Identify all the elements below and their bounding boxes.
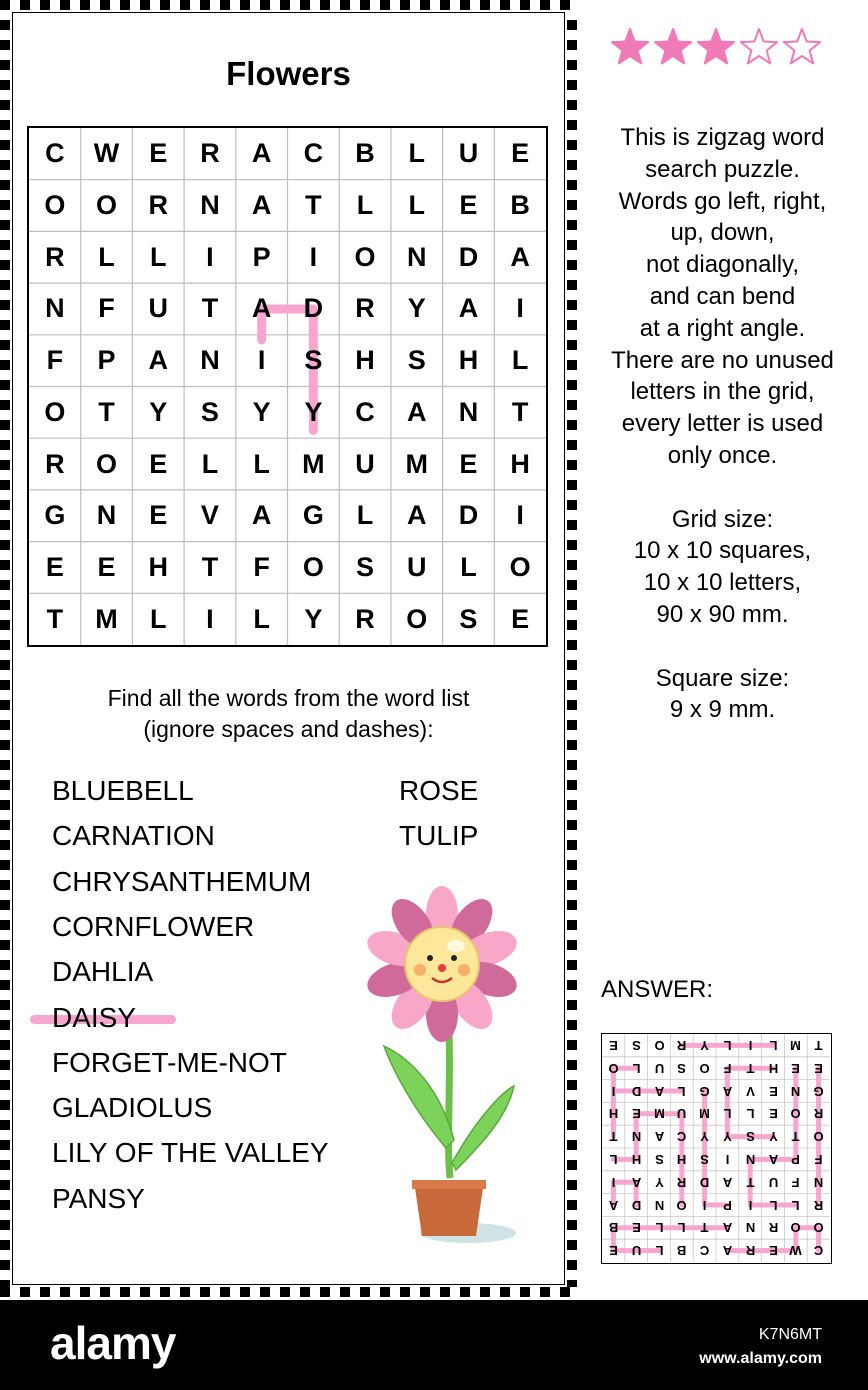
answer-grid-cell: H (677, 1152, 687, 1167)
grid-cell: L (149, 603, 167, 634)
grid-cell: S (304, 345, 323, 376)
grid-cell: M (302, 448, 325, 479)
grid-cell: L (408, 190, 425, 221)
word-list-item: PANSY (52, 1182, 145, 1214)
grid-cell: R (355, 603, 375, 634)
rules-line: 10 x 10 squares, (633, 537, 812, 565)
grid-cell: A (406, 396, 427, 427)
word-list-item: GLADIOLUS (52, 1092, 213, 1124)
grid-cell: C (355, 396, 375, 427)
answer-grid-cell: R (745, 1243, 755, 1259)
answer-grid-cell: S (677, 1060, 687, 1076)
answer-grid-cell: L (769, 1197, 778, 1213)
answer-grid-cell: N (745, 1220, 755, 1236)
answer-grid-cell: U (631, 1243, 641, 1259)
answer-grid-cell: B (608, 1220, 619, 1236)
answer-grid-cell: T (746, 1060, 755, 1076)
grid-cell: P (252, 241, 271, 272)
grid-cell: E (511, 138, 530, 169)
answer-grid-cell: L (769, 1038, 778, 1053)
grid-cell: O (44, 190, 66, 221)
answer-grid-cell: H (768, 1060, 778, 1076)
puzzle-rules (585, 122, 860, 726)
grid-cell: O (96, 448, 118, 479)
image-code: K7N6MT (758, 1326, 822, 1343)
grid-cell: N (458, 396, 479, 427)
grid-cell: S (407, 345, 426, 376)
answer-grid-cell: N (791, 1083, 801, 1099)
grid-cell: P (97, 345, 116, 376)
grid-cell: L (149, 241, 167, 272)
answer-grid-cell: Y (723, 1129, 732, 1145)
rules-line: every letter is used (621, 410, 824, 438)
grid-cell: U (355, 448, 375, 479)
answer-grid-cell: S (700, 1152, 710, 1167)
grid-cell: T (98, 396, 115, 427)
answer-grid-cell: A (722, 1243, 733, 1259)
grid-cell: M (405, 448, 428, 479)
answer-grid-cell: E (631, 1106, 641, 1122)
grid-cell: R (45, 241, 65, 272)
grid-cell: N (406, 241, 427, 272)
grid-cell: L (98, 241, 115, 272)
grid-cell: F (253, 551, 270, 582)
grid-cell: R (355, 293, 375, 324)
answer-label: ANSWER: (601, 976, 714, 1003)
puzzle-title: Flowers (226, 55, 351, 92)
grid-cell: R (148, 190, 168, 221)
site-url: www.alamy.com (699, 1350, 822, 1367)
grid-cell: O (44, 396, 66, 427)
grid-cell: G (302, 500, 324, 531)
answer-grid-cell: M (699, 1106, 711, 1122)
grid-cell: A (251, 190, 272, 221)
grid-cell: A (406, 500, 427, 531)
answer-grid-cell: A (722, 1174, 733, 1190)
word-list-item: CARNATION (52, 820, 215, 852)
answer-grid-cell: O (790, 1106, 801, 1122)
grid-cell: E (459, 448, 478, 479)
answer-grid-cell: E (609, 1038, 618, 1053)
answer-grid-cell: R (677, 1174, 687, 1190)
star-icon (784, 29, 820, 63)
answer-grid-cell: S (654, 1152, 664, 1167)
answer-grid-cell: C (700, 1243, 710, 1259)
grid-cell: G (44, 500, 66, 531)
answer-grid-cell: I (611, 1174, 616, 1190)
answer-grid-cell: Y (654, 1174, 664, 1190)
answer-grid-cell: U (768, 1174, 778, 1190)
grid-cell: N (96, 500, 117, 531)
answer-grid-cell: H (608, 1106, 619, 1122)
answer-grid-cell: L (677, 1083, 686, 1099)
grid-cell: S (459, 603, 478, 634)
grid-cell: N (200, 345, 220, 376)
grid-cell: E (511, 603, 530, 634)
answer-grid-cell: F (814, 1152, 823, 1167)
answer-grid-cell: E (814, 1060, 824, 1076)
grid-cell: I (516, 500, 524, 531)
answer-grid-cell: L (655, 1220, 664, 1236)
grid-cell: L (201, 448, 219, 479)
grid-cell: S (200, 396, 219, 427)
answer-grid-cell: S (631, 1038, 641, 1053)
answer-grid-cell: O (608, 1060, 619, 1076)
rules-line: Square size: (655, 664, 790, 692)
answer-grid-cell: N (745, 1152, 755, 1167)
grid-cell: V (200, 500, 219, 531)
rules-line (585, 631, 860, 663)
answer-grid-cell: L (677, 1220, 686, 1236)
grid-cell: L (356, 500, 374, 531)
answer-grid-cell: A (722, 1220, 733, 1236)
grid-cell: D (303, 293, 324, 324)
grid-cell: O (302, 551, 324, 582)
answer-grid-cell: I (611, 1083, 616, 1099)
answer-grid-cell: R (814, 1197, 824, 1213)
word-list-item: DAHLIA (52, 956, 154, 988)
grid-cell: A (251, 293, 272, 324)
word-list-item: BLUEBELL (52, 775, 194, 806)
grid-cell: D (458, 241, 479, 272)
answer-grid-cell: U (654, 1060, 664, 1076)
word-list-item: TULIP (399, 820, 479, 852)
answer-grid-cell: A (631, 1174, 641, 1190)
grid-cell: I (206, 603, 214, 634)
answer-grid-cell: O (676, 1197, 687, 1213)
grid-cell: L (511, 345, 529, 376)
answer-grid-cell: Y (700, 1038, 710, 1053)
grid-cell: Y (407, 293, 426, 324)
answer-grid-cell: M (790, 1038, 802, 1053)
grid-cell: L (460, 551, 477, 582)
word-list-item: LILY OF THE VALLEY (52, 1137, 329, 1169)
grid-cell: T (46, 603, 64, 634)
grid-cell: N (200, 190, 220, 221)
rules-line: not diagonally, (646, 251, 799, 279)
grid-cell: A (458, 293, 479, 324)
difficulty-stars (610, 26, 825, 68)
rules-line: 9 x 9 mm. (669, 696, 776, 724)
answer-grid-cell: L (723, 1106, 732, 1122)
rules-line: Grid size: (671, 505, 774, 533)
answer-grid (601, 1033, 832, 1264)
answer-grid-cell: I (702, 1197, 707, 1213)
rules-line (585, 472, 860, 504)
answer-grid-cell: A (654, 1083, 664, 1099)
rules-line: at a right angle. (639, 314, 806, 342)
word-search-grid (27, 126, 548, 647)
grid-cell: F (98, 293, 115, 324)
answer-grid-cell: P (791, 1152, 801, 1167)
grid-cell: L (408, 138, 425, 169)
grid-cell: E (97, 551, 116, 582)
grid-cell: M (95, 603, 118, 634)
grid-cell: U (406, 551, 427, 582)
grid-cell: O (509, 551, 531, 582)
answer-grid-cell: V (745, 1083, 755, 1099)
instructions (0, 683, 577, 745)
grid-cell: O (406, 603, 428, 634)
answer-grid-cell: P (723, 1197, 732, 1213)
grid-cell: H (510, 448, 530, 479)
answer-grid-cell: E (768, 1106, 778, 1122)
answer-grid-cell: R (677, 1038, 687, 1053)
answer-grid-cell: G (813, 1083, 824, 1099)
grid-cell: A (510, 241, 530, 272)
grid-cell: T (201, 293, 219, 324)
answer-grid-cell: G (699, 1083, 710, 1099)
grid-cell: N (45, 293, 65, 324)
star-icon (698, 29, 734, 63)
grid-cell: Y (149, 396, 168, 427)
answer-grid-cell: F (791, 1174, 800, 1190)
answer-grid-cell: L (723, 1038, 732, 1053)
grid-cell: L (356, 190, 374, 221)
answer-grid-cell: L (791, 1197, 800, 1213)
answer-grid-cell: O (699, 1060, 710, 1076)
grid-cell: I (206, 241, 214, 272)
rules-line: and can bend (649, 282, 796, 310)
answer-grid-cell: D (700, 1174, 710, 1190)
answer-grid-cell: W (789, 1243, 803, 1259)
answer-grid-cell: D (631, 1083, 641, 1099)
answer-grid-cell: L (609, 1152, 618, 1167)
rules-line: 10 x 10 letters, (643, 569, 802, 597)
star-icon (741, 29, 777, 63)
grid-cell: A (251, 138, 272, 169)
grid-cell: I (309, 241, 318, 272)
answer-grid-cell: N (654, 1197, 664, 1213)
star-icon (655, 29, 691, 63)
answer-grid-cell: E (631, 1220, 641, 1236)
word-list-item: FORGET-ME-NOT (52, 1046, 287, 1078)
grid-cell: H (148, 551, 168, 582)
grid-cell: U (458, 138, 479, 169)
instructions-line-1: Find all the words from the word list (107, 685, 470, 711)
grid-cell: W (93, 138, 120, 169)
answer-grid-cell: U (677, 1106, 687, 1122)
word-list-item: ROSE (399, 775, 479, 806)
grid-cell: F (46, 345, 64, 376)
answer-grid-cell: R (768, 1220, 778, 1236)
grid-cell: S (356, 551, 375, 582)
rules-line: only once. (667, 441, 778, 469)
answer-grid-cell: Y (700, 1129, 710, 1145)
answer-grid-cell: T (746, 1174, 755, 1190)
answer-grid-cell: L (746, 1106, 755, 1122)
answer-grid-cell: C (677, 1129, 687, 1145)
answer-grid-cell: C (814, 1243, 824, 1259)
grid-cell: D (458, 500, 479, 531)
grid-cell: Y (304, 396, 323, 427)
grid-cell: L (253, 448, 270, 479)
answer-grid-cell: E (791, 1060, 801, 1076)
answer-grid-cell: I (748, 1038, 753, 1053)
star-icon (612, 29, 648, 63)
grid-cell: E (45, 551, 64, 582)
grid-cell: A (148, 345, 168, 376)
grid-cell: L (253, 603, 270, 634)
answer-grid-cell: T (609, 1129, 618, 1145)
grid-cell: U (148, 293, 168, 324)
rules-line: Words go left, right, (618, 187, 827, 215)
grid-cell: E (149, 448, 168, 479)
grid-cell: B (355, 138, 375, 169)
grid-cell: H (458, 345, 479, 376)
grid-cell: T (305, 190, 322, 221)
grid-cell: O (96, 190, 118, 221)
rules-line: letters in the grid, (630, 378, 815, 406)
answer-grid-cell: L (632, 1060, 641, 1076)
answer-grid-cell: E (609, 1243, 618, 1259)
grid-cell: C (45, 138, 65, 169)
answer-grid-cell: T (814, 1038, 823, 1053)
answer-grid-cell: A (654, 1129, 664, 1145)
answer-grid-cell: O (813, 1129, 824, 1145)
instructions-line-2: (ignore spaces and dashes): (143, 716, 434, 742)
grid-cell: E (459, 190, 478, 221)
answer-grid-cell: I (725, 1152, 730, 1167)
rules-line: 90 x 90 mm. (656, 600, 789, 628)
answer-grid-cell: N (631, 1129, 641, 1145)
word-list-item: DAISY (52, 1001, 137, 1033)
answer-grid-cell: E (768, 1083, 778, 1099)
grid-cell: A (251, 500, 272, 531)
answer-grid-cell: N (814, 1174, 824, 1190)
footer-bar (0, 1300, 868, 1390)
grid-cell: T (511, 396, 529, 427)
answer-grid-cell: E (768, 1243, 778, 1259)
rules-line: search puzzle. (645, 155, 800, 183)
answer-grid-cell: O (790, 1220, 801, 1236)
rules-line: This is zigzag word (620, 124, 825, 151)
grid-cell: Y (252, 396, 271, 427)
grid-cell: Y (304, 603, 323, 634)
rules-line: There are no unused (611, 346, 834, 374)
answer-grid-cell: B (677, 1243, 687, 1259)
answer-grid-cell: O (654, 1038, 665, 1053)
answer-grid-cell: H (631, 1152, 641, 1167)
grid-cell: E (149, 500, 168, 531)
answer-grid-cell: Y (768, 1129, 778, 1145)
answer-grid-cell: T (791, 1129, 800, 1145)
grid-cell: R (200, 138, 220, 169)
answer-grid-cell: R (814, 1106, 824, 1122)
grid-cell: H (355, 345, 375, 376)
brand-logo: alamy (50, 1317, 176, 1369)
answer-grid-cell: F (723, 1060, 732, 1076)
answer-grid-cell: A (608, 1197, 619, 1213)
grid-cell: O (354, 241, 376, 272)
grid-cell: B (510, 190, 530, 221)
answer-grid-cell: O (813, 1220, 824, 1236)
grid-cell: C (303, 138, 324, 169)
answer-grid-cell: D (631, 1197, 641, 1213)
grid-cell: E (149, 138, 168, 169)
grid-cell: T (201, 551, 219, 582)
word-list-item: CHRYSANTHEMUM (52, 865, 312, 897)
answer-grid-cell: I (748, 1197, 753, 1213)
answer-grid-cell: T (700, 1220, 709, 1236)
rules-line: up, down, (670, 219, 775, 247)
word-list-item: CORNFLOWER (52, 910, 255, 942)
grid-cell: I (257, 345, 266, 376)
answer-grid-cell: A (768, 1152, 778, 1167)
answer-grid-cell: L (655, 1243, 664, 1259)
answer-grid-cell: A (722, 1083, 733, 1099)
answer-grid-cell: M (653, 1106, 665, 1122)
grid-cell: R (45, 448, 65, 479)
answer-grid-cell: S (745, 1129, 755, 1145)
grid-cell: I (516, 293, 524, 324)
flower-pot-illustration (362, 878, 522, 1248)
